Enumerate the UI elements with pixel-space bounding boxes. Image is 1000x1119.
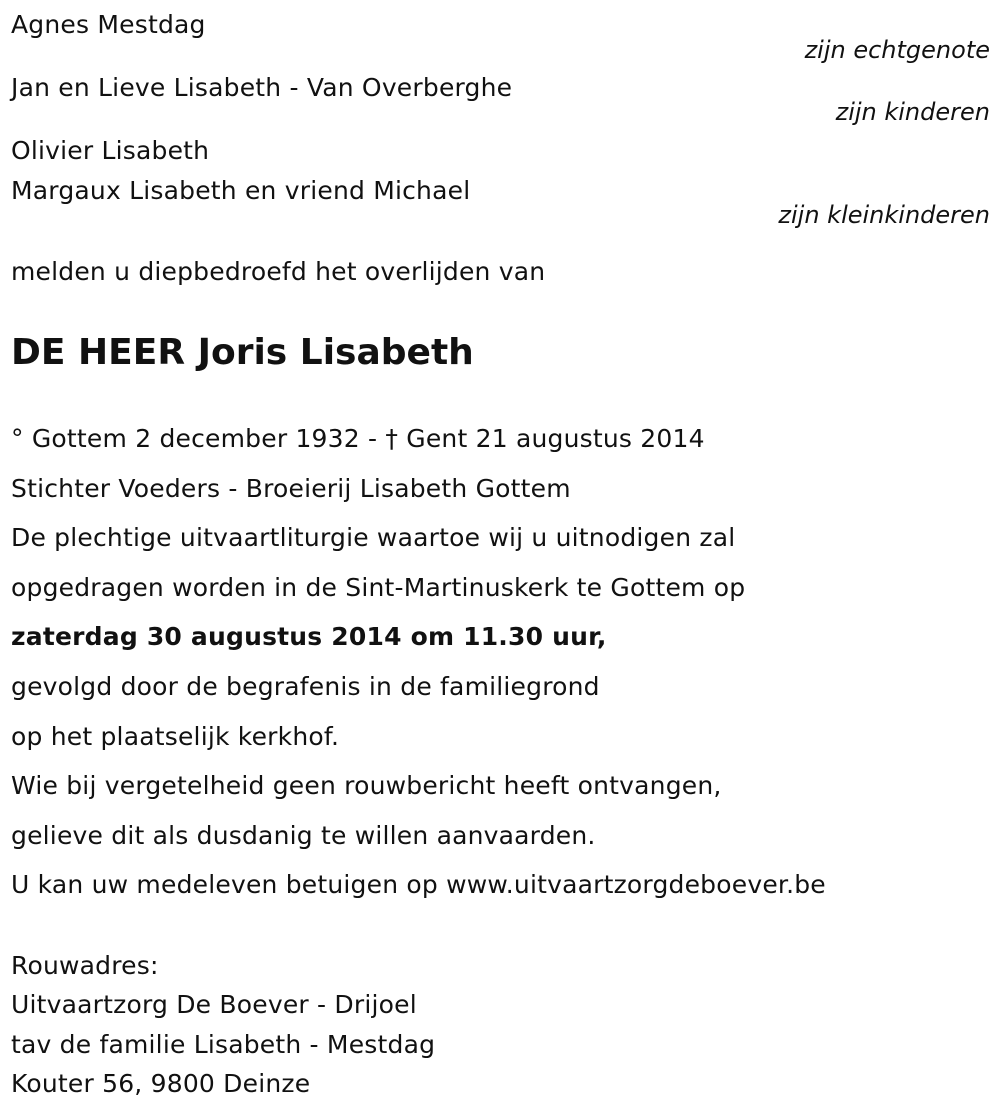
ceremony-date-time: zaterdag 30 augustus 2014 om 11.30 uur,	[11, 622, 607, 651]
announcement-text: melden u diepbedroefd het overlijden van	[11, 257, 546, 286]
grandchild-name: Olivier Lisabeth	[11, 136, 210, 165]
ceremony-text: De plechtige uitvaartliturgie waartoe wij u uitnodigen zal	[11, 523, 736, 552]
ceremony-text: op het plaatselijk kerkhof.	[11, 722, 340, 751]
condolence-website-text: U kan uw medeleven betuigen op www.uitvaartzorgdeboever.be	[11, 870, 826, 899]
children-names: Jan en Lieve Lisabeth - Van Overberghe	[11, 73, 513, 102]
deceased-name-heading: DE HEER Joris Lisabeth	[11, 332, 474, 373]
ceremony-text: gevolgd door de begrafenis in de familiegrond	[11, 672, 600, 701]
birth-death-dates: ° Gottem 2 december 1932 - † Gent 21 augustus 2014	[11, 424, 705, 453]
address-label: Rouwadres:	[11, 951, 159, 980]
occupation: Stichter Voeders - Broeierij Lisabeth Gottem	[11, 474, 571, 503]
grandchild-name: Margaux Lisabeth en vriend Michael	[11, 176, 471, 205]
address-line: Uitvaartzorg De Boever - Drijoel	[11, 990, 417, 1019]
ceremony-text: opgedragen worden in de Sint-Martinuskerk te Gottem op	[11, 573, 746, 602]
grandchildren-role: zijn kleinkinderen	[778, 201, 990, 229]
spouse-name: Agnes Mestdag	[11, 10, 206, 39]
ceremony-text: Wie bij vergetelheid geen rouwbericht heeft ontvangen,	[11, 771, 722, 800]
address-line: tav de familie Lisabeth - Mestdag	[11, 1030, 436, 1059]
ceremony-text: gelieve dit als dusdanig te willen aanvaarden.	[11, 821, 596, 850]
address-line: Kouter 56, 9800 Deinze	[11, 1069, 311, 1098]
children-role: zijn kinderen	[835, 98, 990, 126]
spouse-role: zijn echtgenote	[804, 36, 990, 64]
